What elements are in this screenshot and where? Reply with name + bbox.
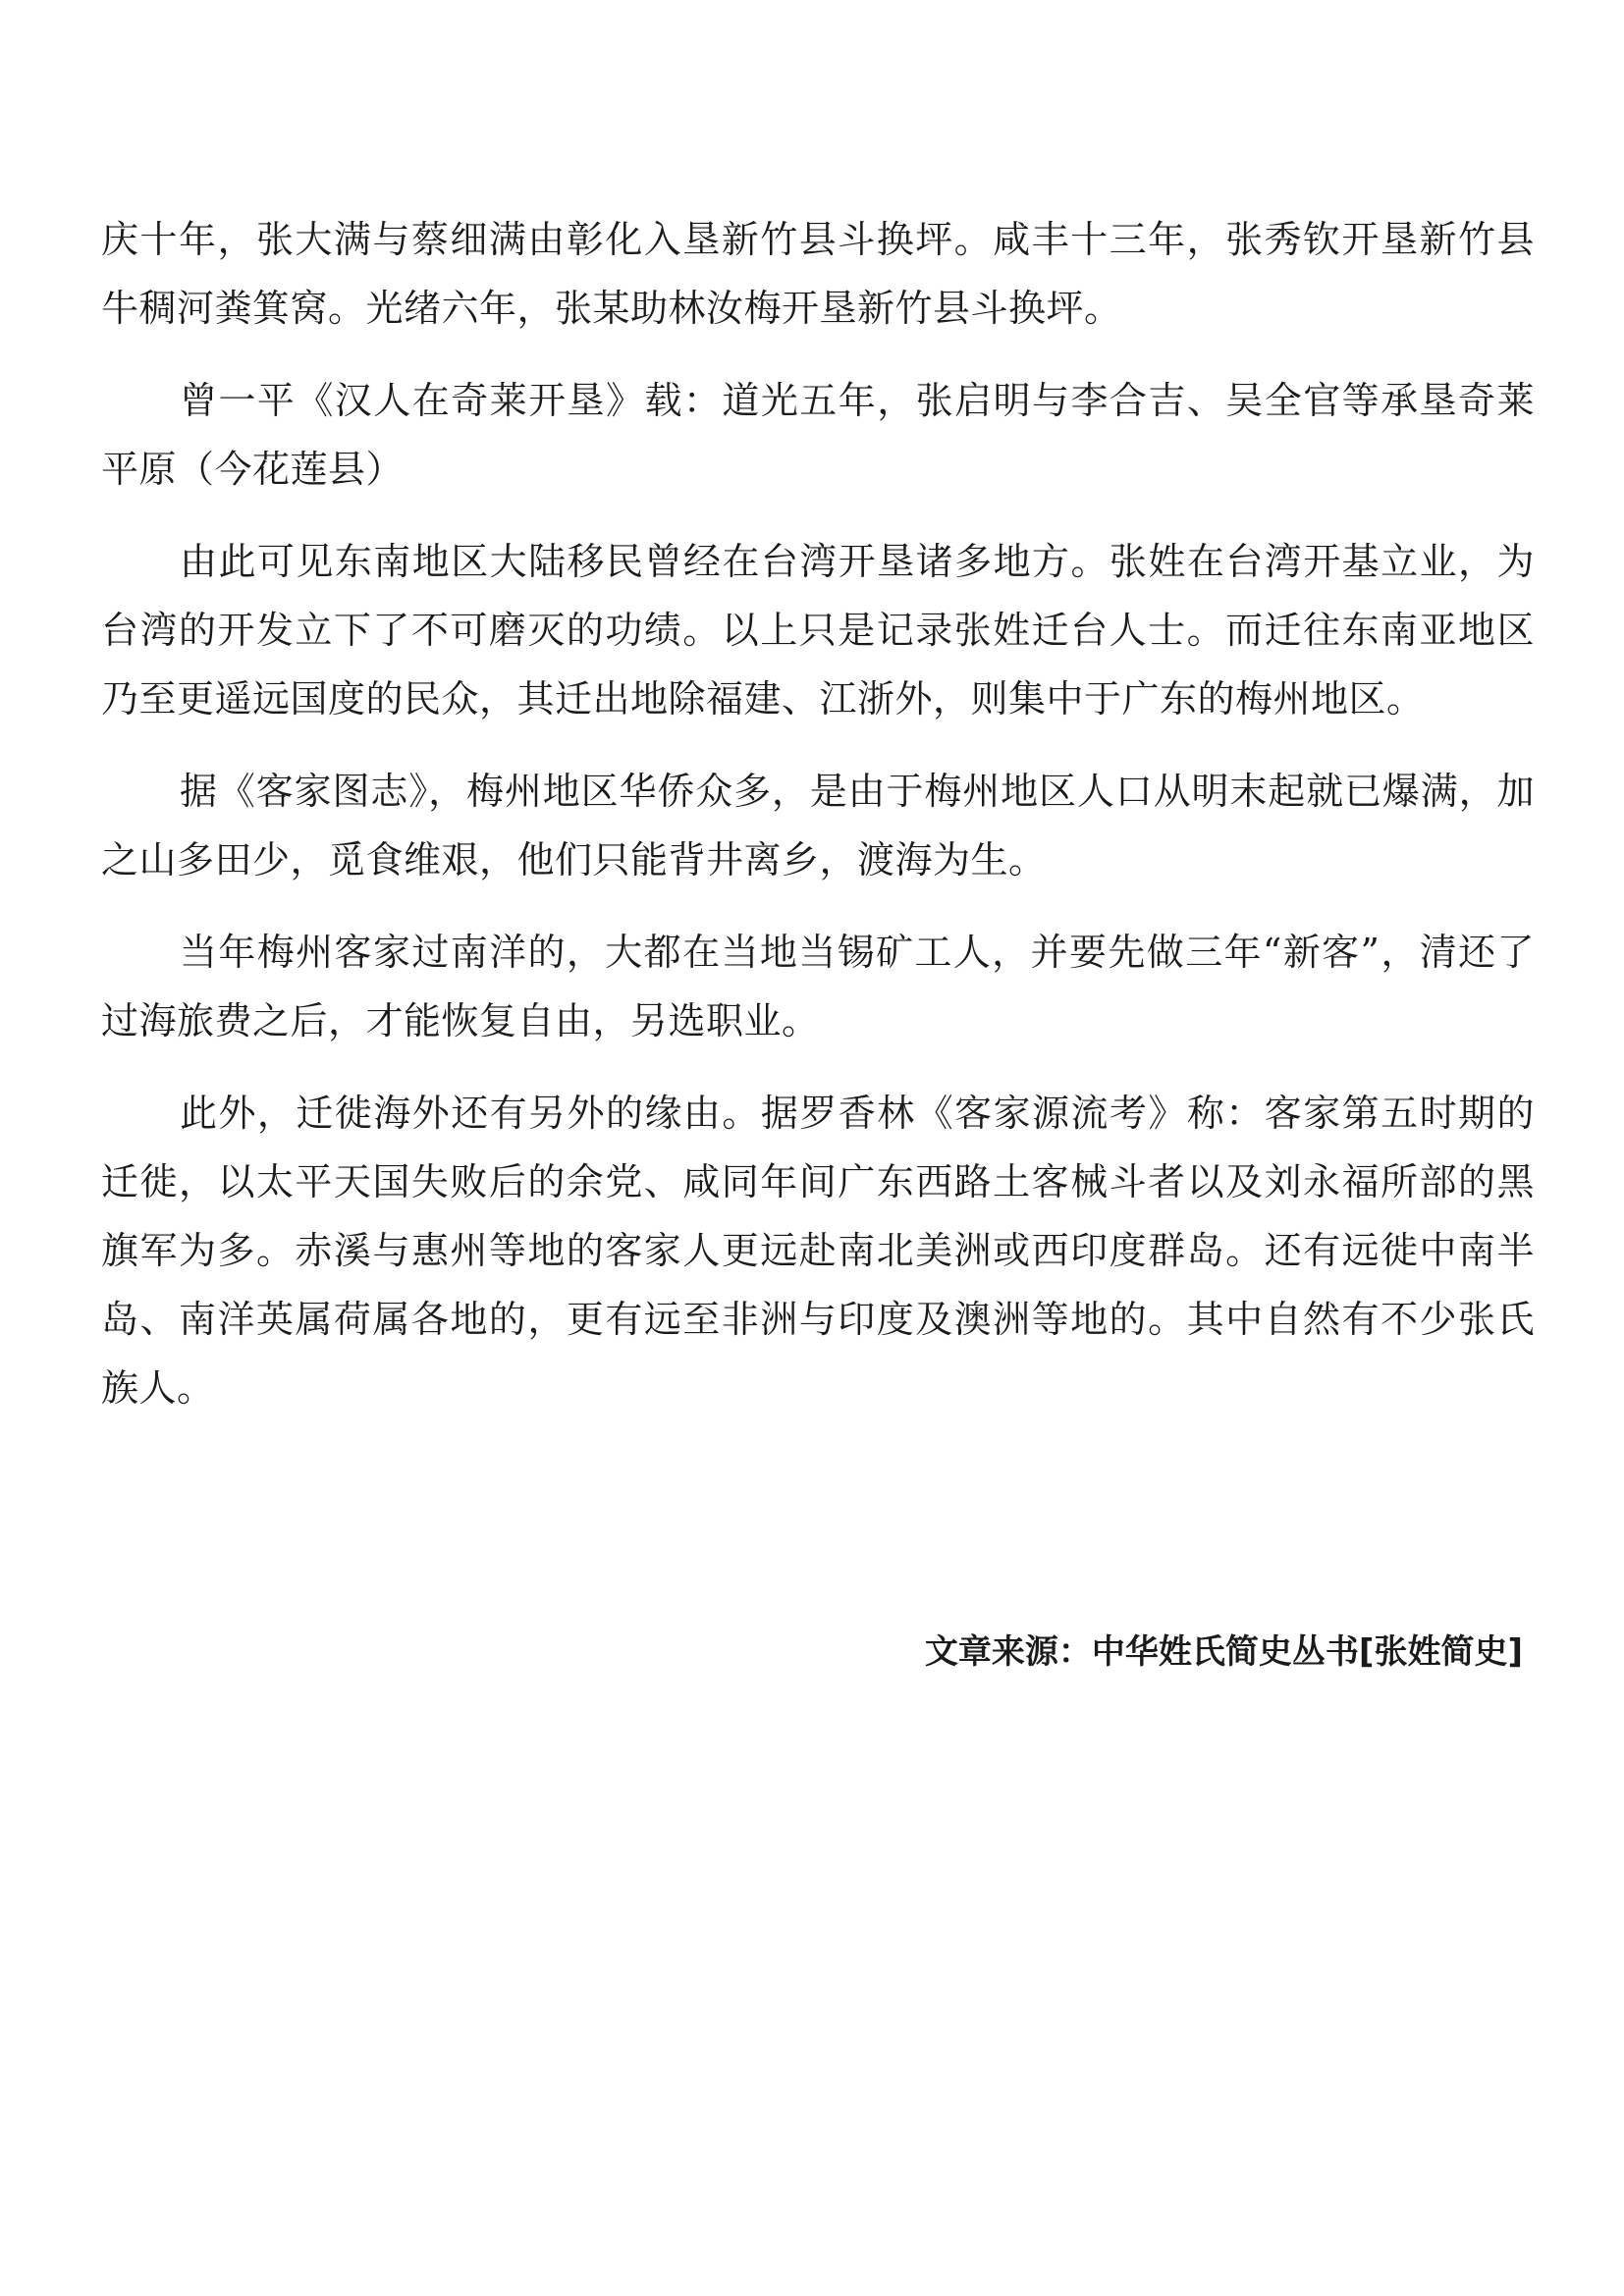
paragraph-3: 由此可见东南地区大陆移民曾经在台湾开垦诸多地方。张姓在台湾开基立业，为台湾的开发立下了不可磨灭的功绩。以上只是记录张姓迁台人士。而迁往东南亚地区乃至更遥远国度的民众，其迁出地除福建、江浙外，则集中于广东的梅州地区。 <box>101 540 1535 721</box>
paragraph-5: 当年梅州客家过南洋的，大都在当地当锡矿工人，并要先做三年“新客”，清还了过海旅费之后，才能恢复自由，另选职业。 <box>101 931 1535 1042</box>
paragraph-2: 曾一平《汉人在奇莱开垦》载：道光五年，张启明与李合吉、吴全官等承垦奇莱平原（今花莲县） <box>101 379 1535 491</box>
paragraph-1: 庆十年，张大满与蔡细满由彰化入垦新竹县斗换坪。咸丰十三年，张秀钦开垦新竹县牛稠河粪箕窝。光绪六年，张某助林汝梅开垦新竹县斗换坪。 <box>101 218 1535 330</box>
body-text <box>101 205 1535 1446</box>
paragraph-6: 此外，迁徙海外还有另外的缘由。据罗香林《客家源流考》称：客家第五时期的迁徙，以太平天国失败后的余党、咸同年间广东西路土客械斗者以及刘永福所部的黑旗军为多。赤溪与惠州等地的客家人更远赴南北美洲或西印度群岛。还有远徙中南半岛、南洋英属荷属各地的，更有远至非洲与印度及澳洲等地的。其中自然有不少张氏族人。 <box>101 1092 1535 1410</box>
article-source: 文章来源：中华姓氏简史丛书[张姓简史] <box>924 1632 1523 1672</box>
paragraph-4: 据《客家图志》，梅州地区华侨众多，是由于梅州地区人口从明末起就已爆满，加之山多田少，觅食维艰，他们只能背井离乡，渡海为生。 <box>101 770 1535 881</box>
